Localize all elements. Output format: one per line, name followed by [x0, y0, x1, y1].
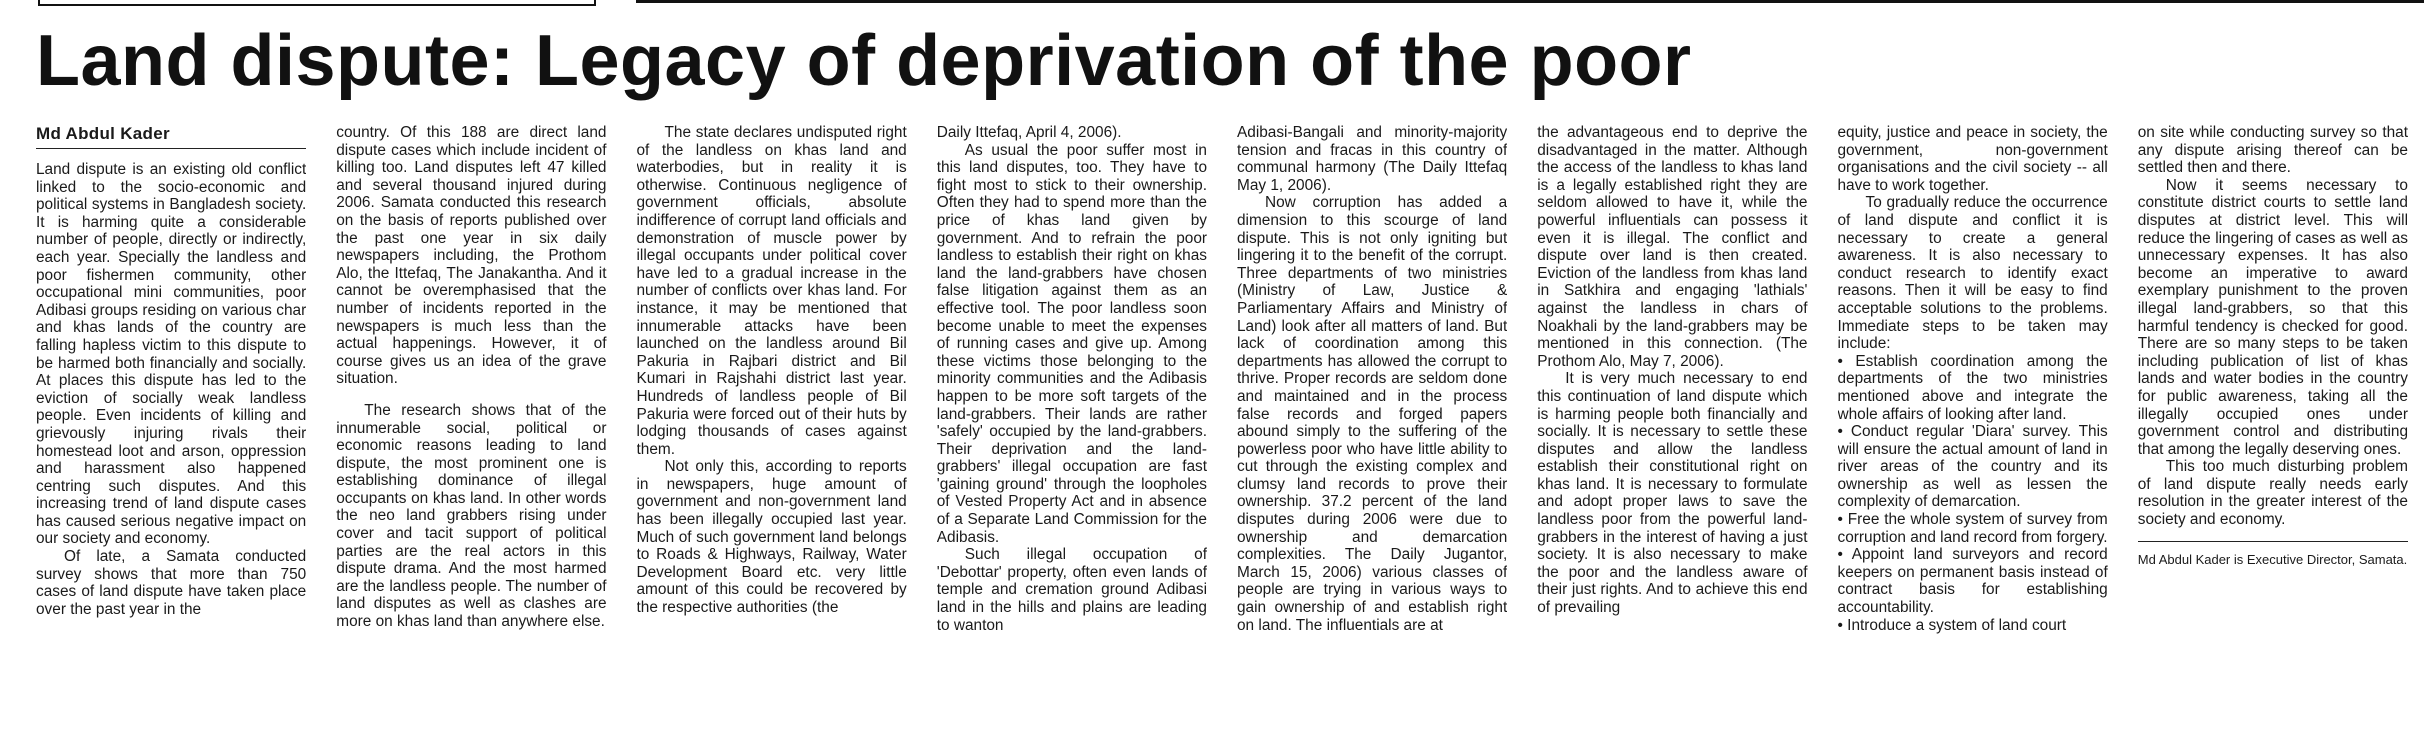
- paragraph: Now it seems necessary to constitute district courts to settle land disputes at district level. This will reduce the lingering of cases as well as unnecessary expenses. It has also become an imperative to award exemplary punishment to the proven illegal land-grabbers, so that this harmful tendency is checked for good. There are so many steps to be taken including publication of list of khas lands and water bodies in the country for public awareness, taking all the illegally occupied ones under government control and distributing that among the legally deserving ones.: [2137, 176, 2408, 458]
- top-left-rule: [38, 0, 596, 6]
- paragraph: Not only this, according to reports in newspapers, huge amount of government and non-government land has been illegally occupied last year. Much of such government land belongs to Roads & Highways, Railway, Water Development Board etc. very little amount of this could be recovered by the respective authorities (the: [636, 458, 907, 617]
- paragraph: Such illegal occupation of 'Debottar' property, often even lands of temple and cremation ground Adibasi land in the hills and plains are leading to wanton: [936, 546, 1207, 634]
- byline: Md Abdul Kader: [36, 124, 306, 149]
- column-6: [1537, 124, 1807, 736]
- paragraph: Land dispute is an existing old conflict linked to the socio-economic and political systems in Bangladesh society. It is harming quite a considerable number of people, directly or indirectly, each year. Specially the landless and poor fishermen community, other occupational mini communities, poor Adibasi groups residing on various char and khas lands of the country are falling hapless victim to this dispute to be harmed both financially and socially. At places this dispute has led to the eviction of socially weak landless people. Even incidents of killing and grievously injuring rivals their homestead loot and arson, oppression and harassment also happened centring such disputes. And this increasing trend of land dispute cases has caused serious negative impact on our society and economy.: [36, 161, 307, 548]
- list-item: • Establish coordination among the departments of the two ministries mentioned above and integrate the whole affairs of looking after land.: [1838, 353, 2108, 423]
- column-2: [336, 124, 606, 736]
- paragraph: Of late, a Samata conducted survey shows that more than 750 cases of land dispute have taken place over the past year in the: [36, 548, 307, 618]
- paragraph: The state declares undisputed right of the landless on khas land and waterbodies, but in reality it is otherwise. Continuous negligence of government officials, absolute indifference of corrupt land officials and demonstration of muscle power by illegal occupants under political cover have led to a gradual increase in the number of conflicts over khas land. For instance, it may be mentioned that innumerable attacks have been launched on the landless around Bil Pakuria in Rajbari district and Bil Kumari in Rajshahi district last year. Hundreds of landless people of Bil Pakuria were forced out of their huts by lodging thousands of cases against them.: [636, 124, 907, 458]
- end-rule: [2138, 541, 2408, 542]
- column-8: [2138, 124, 2408, 736]
- paragraph: The research shows that of the innumerable social, political or economic reasons leading to land dispute, the most prominent one is establishing dominance of illegal occupants on khas land. In other words the neo land grabbers rising under cover and tacit support of political parties are the real actors in this dispute drama. And the most harmed are the landless people. The number of land disputes as well as clashes are more on khas land than anywhere else.: [336, 401, 607, 631]
- paragraph: As usual the poor suffer most in this land disputes, too. They have to fight most to stick to their ownership. Often they had to spend more than the price of khas land given by government. And to refrain the poor landless to establish their right on khas land the land-grabbers have chosen false litigation against them as an effective tool. The poor landless soon become unable to meet the expenses of running cases and give up. Among these victims those belonging to the minority communities and the Adibasis happen to be more soft targets of the land-grabbers. Their lands are rather 'safely' occupied by the land-grabbers. Their deprivation and the land-grabbers' illegal occupation are fast 'gaining ground' through the loopholes of Vested Property Act and in absence of a Separate Land Commission for the Adibasis.: [936, 141, 1207, 546]
- headline: Land dispute: Legacy of deprivation of the poor: [36, 21, 1692, 101]
- column-3: [637, 124, 907, 736]
- column-4: [937, 124, 1207, 736]
- column-7: [1838, 124, 2108, 736]
- paragraph: country. Of this 188 are direct land dispute cases which include incident of killing too. Land disputes left 47 killed and several thousand injured during 2006. Samata conducted this research on the basis of reports published over the past one year in six daily newspapers including, the Prothom Alo, the Ittefaq, The Janakantha. And it cannot be overemphasised that the number of incidents reported in the newspapers is much less than the actual happenings. However, it of course gives us an idea of the grave situation.: [336, 124, 607, 388]
- article-columns: [36, 124, 2408, 736]
- paragraph: To gradually reduce the occurrence of land dispute and conflict it is necessary to create a general awareness. It is also necessary to conduct research to identify exact reasons. Then it will be easy to find acceptable solutions to the problems. Immediate steps to be taken may include:: [1837, 194, 2108, 353]
- paragraph: equity, justice and peace in society, the government, non-government organisations and the civil society -- all have to work together.: [1837, 124, 2108, 194]
- column-1: [36, 124, 306, 736]
- list-item: • Introduce a system of land court: [1838, 617, 2108, 635]
- paragraph: Daily Ittefaq, April 4, 2006).: [936, 124, 1122, 141]
- paragraph: on site while conducting survey so that any dispute arising thereof can be settled then and there.: [2137, 124, 2408, 177]
- paragraph: Adibasi-Bangali and minority-majority tension and fracas in this country of communal harmony (The Daily Ittefaq May 1, 2006).: [1237, 124, 1508, 194]
- paragraph: It is very much necessary to end this continuation of land dispute which is harming people both financially and socially. It is necessary to settle these disputes and allow the landless establish their constitutional right on khas land. It is necessary to formulate and adopt proper laws to save the landless poor from the powerful land-grabbers in the interest of having a just society. It is also necessary to make the poor and the landless aware of their just rights. And to achieve this end of prevailing: [1537, 370, 1808, 617]
- list-item: • Conduct regular 'Diara' survey. This will ensure the actual amount of land in river areas of the country and its ownership as well as lessen the complexity of demarcation.: [1838, 423, 2108, 511]
- list-item: • Appoint land surveyors and record keepers on permanent basis instead of contract basis for establishing accountability.: [1838, 546, 2108, 616]
- top-right-rule: [636, 0, 2424, 3]
- column-5: [1237, 124, 1507, 736]
- paragraph: This too much disturbing problem of land dispute really needs early resolution in the greater interest of the society and economy.: [2137, 458, 2408, 529]
- paragraph: Now corruption has added a dimension to this scourge of land dispute. This is not only igniting but lingering it to the benefit of the corrupt. Three departments of two ministries (Ministry of Law, Justice & Parliamentary Affairs and Ministry of Land) look after all matters of land. But lack of coordination among this departments has allowed the corrupt to thrive. Proper records are seldom done and maintained and in the process false records and forged papers abound simply to the suffering of the powerless poor who have little ability to cut through the existing complex and clumsy land records to prove their ownership. 37.2 percent of the land disputes during 2006 were due to ownership and demarcation complexities. The Daily Jugantor, March 15, 2006) various classes of people are trying in various ways to gain ownership of and establish right on land. The influentials are at: [1237, 194, 1508, 634]
- recommendation-list: [1838, 353, 2108, 635]
- author-bio: Md Abdul Kader is Executive Director, Samata.: [2137, 551, 2408, 567]
- list-item: • Free the whole system of survey from corruption and land record from forgery.: [1838, 511, 2108, 546]
- paragraph: the advantageous end to deprive the disadvantaged in the matter. Although the access of the landless to khas land is a legally established right they are seldom allowed to have it, while the powerful influentials can possess it even it is illegal. The conflict and dispute over land is then created. Eviction of the landless from khas land in Satkhira and engaging 'lathials' against the landless in chars of Noakhali by the land-grabbers may be mentioned in this connection. (The Prothom Alo, May 7, 2006).: [1537, 124, 1808, 370]
